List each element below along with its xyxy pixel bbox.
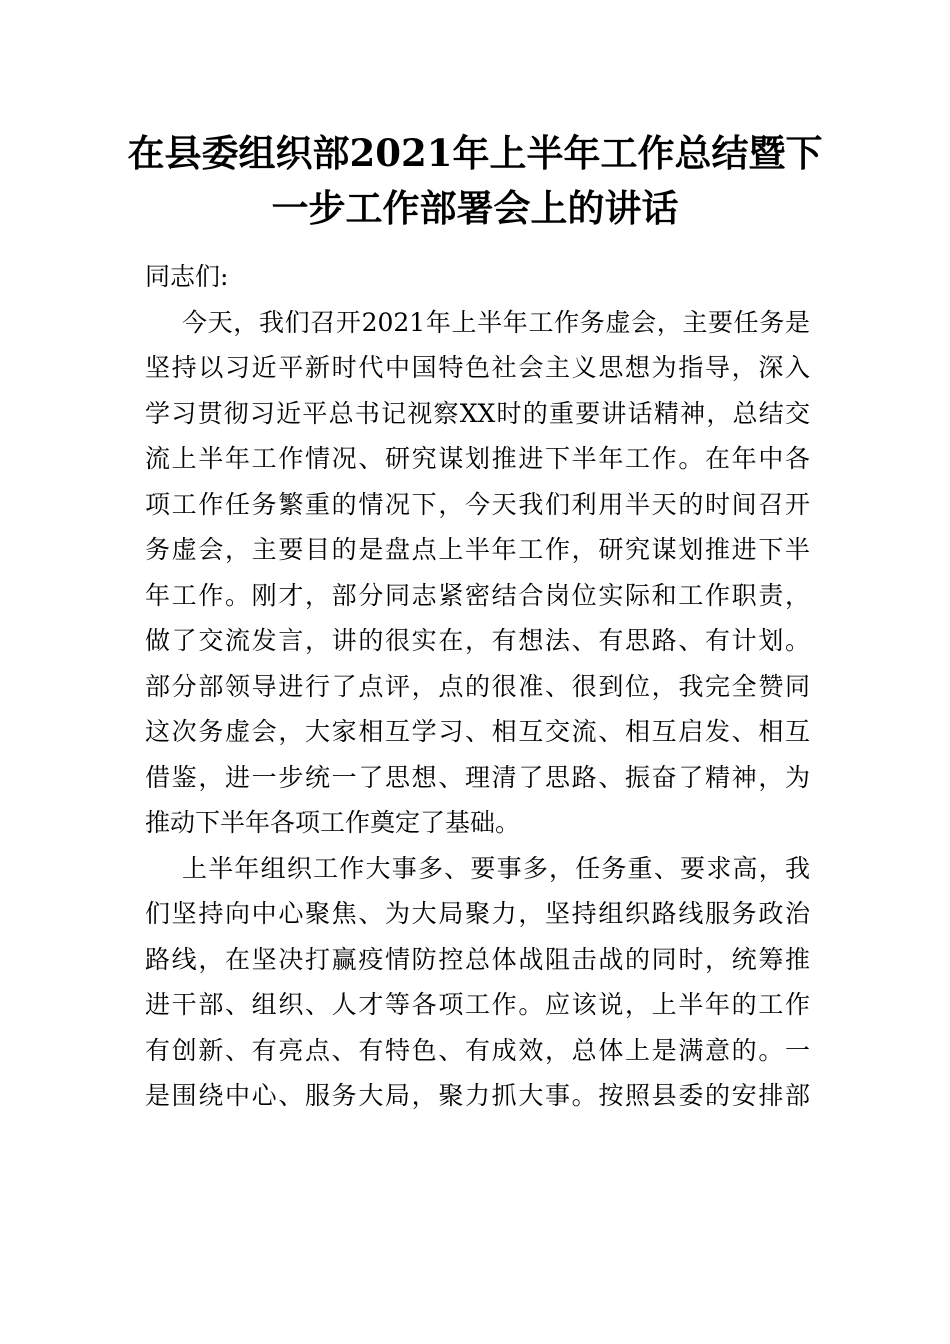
paragraph-1-line: 做了交流发言，讲的很实在，有想法、有思路、有计划。 bbox=[145, 626, 810, 655]
paragraph-2-line: 们坚持向中心聚焦、为大局聚力，坚持组织路线服务政治 bbox=[145, 899, 810, 928]
paragraph-1-line: 务虚会，主要目的是盘点上半年工作，研究谋划推进下半 bbox=[145, 535, 810, 564]
paragraph-1-line: 借鉴，进一步统一了思想、理清了思路、振奋了精神，为 bbox=[145, 762, 810, 792]
paragraph-2-line: 有创新、有亮点、有特色、有成效，总体上是满意的。一 bbox=[145, 1035, 810, 1065]
title-line-2: 一步工作部署会上的讲话 bbox=[271, 186, 679, 230]
title-line-1: 在县委组织部2021年上半年工作总结暨下 bbox=[127, 131, 823, 175]
paragraph-2-line: 路线，在坚决打赢疫情防控总体战阻击战的同时，统筹推 bbox=[145, 944, 810, 974]
paragraph-1-line: 今天，我们召开2021年上半年工作务虚会，主要任务是 bbox=[182, 307, 810, 337]
paragraph-1-line: 这次务虚会，大家相互学习、相互交流、相互启发、相互 bbox=[145, 717, 810, 746]
paragraph-2-line: 进干部、组织、人才等各项工作。应该说，上半年的工作 bbox=[145, 990, 810, 1019]
paragraph-2 bbox=[145, 846, 810, 1119]
paragraph-1-line: 年工作。刚才，部分同志紧密结合岗位实际和工作职责， bbox=[145, 580, 810, 610]
paragraph-1-line: 推动下半年各项工作奠定了基础。 bbox=[145, 808, 521, 837]
paragraph-1-line: 部分部领导进行了点评，点的很准、很到位，我完全赞同 bbox=[145, 671, 810, 701]
paragraph-1-line: 流上半年工作情况、研究谋划推进下半年工作。在年中各 bbox=[145, 444, 810, 473]
greeting: 同志们: bbox=[145, 262, 229, 291]
document-title bbox=[110, 126, 840, 236]
paragraph-1-line: 坚持以习近平新时代中国特色社会主义思想为指导，深入 bbox=[145, 353, 810, 382]
paragraph-2-line: 是围绕中心、服务大局，聚力抓大事。按照县委的安排部 bbox=[145, 1081, 810, 1110]
paragraph-1-line: 项工作任务繁重的情况下，今天我们利用半天的时间召开 bbox=[145, 489, 810, 519]
paragraph-1-line: 学习贯彻习近平总书记视察XX时的重要讲话精神，总结交 bbox=[145, 398, 810, 428]
paragraph-1 bbox=[145, 300, 810, 846]
document-body bbox=[145, 254, 810, 1119]
paragraph-2-line: 上半年组织工作大事多、要事多，任务重、要求高，我 bbox=[182, 853, 810, 883]
